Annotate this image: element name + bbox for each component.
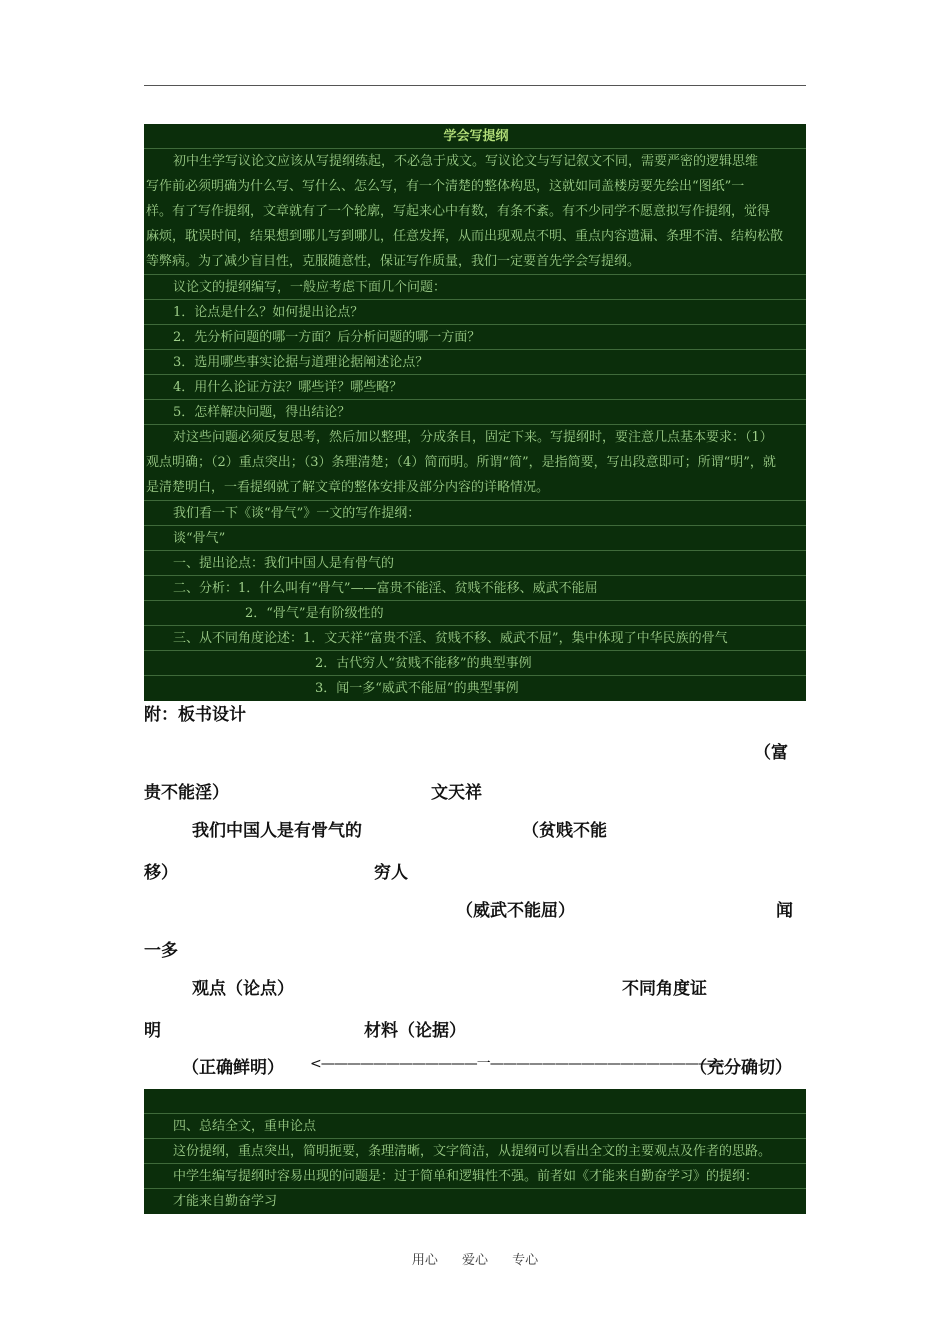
requirements-paragraph <box>144 425 806 501</box>
comment-line: 这份提纲，重点突出，简明扼要，条理清晰，文字简洁，从提纲可以看出全文的主要观点及作者的思路。 <box>144 1139 806 1164</box>
requirements-line: 观点明确；（2）重点突出；（3）条理清楚；（4）简而明。所谓“简”，是指简要，写出段意即可；所谓“明”，就 <box>146 455 776 470</box>
board-text: 明 <box>144 1021 161 1041</box>
summary-item: 四、总结全文，重申论点 <box>144 1114 806 1139</box>
article-block-2 <box>144 1089 806 1214</box>
board-text: 不同角度证 <box>622 979 707 999</box>
board-text: 闻 <box>776 901 793 921</box>
board-text: 贵不能淫） <box>144 783 229 803</box>
board-text: （威武不能屈） <box>456 901 575 921</box>
board-text: （富 <box>754 743 788 763</box>
requirements-line: 是清楚明白，一看提纲就了解文章的整体安排及部分内容的详略情况。 <box>146 480 550 495</box>
footer-text: 专心 <box>512 1253 539 1268</box>
intro-line: 等弊病。为了减少盲目性，克服随意性，保证写作质量，我们一定要首先学会写提纲。 <box>146 254 641 269</box>
board-design <box>144 698 806 1088</box>
question-item: 2．先分析问题的哪一方面？后分析问题的哪一方面？ <box>144 325 806 350</box>
footer <box>0 1249 950 1268</box>
requirements-line: 对这些问题必须反复思考，然后加以整理，分成条目，固定下来。写提纲时，要注意几点基本要求：（1） <box>173 430 773 445</box>
footer-text: 用心 <box>411 1253 438 1268</box>
consider-intro: 议论文的提纲编写，一般应考虑下面几个问题： <box>144 275 806 300</box>
intro-line: 麻烦，耽误时间，结果想到哪儿写到哪儿，任意发挥，从而出现观点不明、重点内容遗漏、条理不清、结构松散 <box>146 229 784 244</box>
question-item: 5．怎样解决问题，得出结论？ <box>144 400 806 425</box>
question-item: 3．选用哪些事实论据与道理论据阐述论点？ <box>144 350 806 375</box>
board-text: 材料（论据） <box>364 1021 466 1041</box>
board-text: 穷人 <box>374 863 408 883</box>
article-title: 学会写提纲 <box>144 124 806 149</box>
board-text: 一多 <box>144 941 178 961</box>
intro-line: 样。有了写作提纲，文章就有了一个轮廓，写起来心中有数，有条不紊。有不少同学不愿意拟写作提纲，觉得 <box>146 204 771 219</box>
outline-item: 二、分析：1．什么叫有“骨气”——富贵不能淫、贫贱不能移、威武不能屈 <box>144 576 806 601</box>
outline-item: 一、提出论点：我们中国人是有骨气的 <box>144 551 806 576</box>
example-intro: 我们看一下《谈“骨气”》一文的写作提纲： <box>144 501 806 526</box>
blank-row <box>144 1089 806 1114</box>
problem-line: 中学生编写提纲时容易出现的问题是：过于简单和逻辑性不强。前者如《才能来自勤奋学习》的提纲： <box>144 1164 806 1189</box>
board-arrow: <————————————一—————————————————— <box>310 1056 724 1072</box>
outline-item: 2．古代穷人“贫贱不能移”的典型事例 <box>144 651 806 676</box>
footer-text: 爱心 <box>461 1253 488 1268</box>
board-text: 我们中国人是有骨气的 <box>192 821 362 841</box>
board-text: （贫贱不能 <box>522 821 607 841</box>
intro-paragraph <box>144 149 806 275</box>
outline-item: 三、从不同角度论述：1．文天祥“富贵不淫、贫贱不移、威武不屈”，集中体现了中华民族的骨气 <box>144 626 806 651</box>
example-title: 谈“骨气” <box>144 526 806 551</box>
question-item: 4．用什么论证方法？哪些详？哪些略？ <box>144 375 806 400</box>
board-text: 移） <box>144 863 178 883</box>
article-block <box>144 124 806 701</box>
board-heading: 附：板书设计 <box>144 705 246 725</box>
header-rule <box>144 85 806 86</box>
board-text: 文天祥 <box>431 783 482 803</box>
intro-line: 初中生学写议论文应该从写提纲练起，不必急于成文。写议论文与写记叙文不同，需要严密的逻辑思维 <box>173 154 759 169</box>
board-text: （充分确切） <box>690 1058 792 1078</box>
board-text: （正确鲜明） <box>182 1058 284 1078</box>
intro-line: 写作前必须明确为什么写、写什么、怎么写，有一个清楚的整体构思，这就如同盖楼房要先绘出“图纸”一 <box>146 179 745 194</box>
outline-item: 2．“骨气”是有阶级性的 <box>144 601 806 626</box>
board-text: 观点（论点） <box>192 979 294 999</box>
outline-item: 3．闻一多“威武不能屈”的典型事例 <box>315 681 519 696</box>
example-line: 才能来自勤奋学习 <box>173 1194 278 1209</box>
question-item: 1．论点是什么？如何提出论点？ <box>144 300 806 325</box>
